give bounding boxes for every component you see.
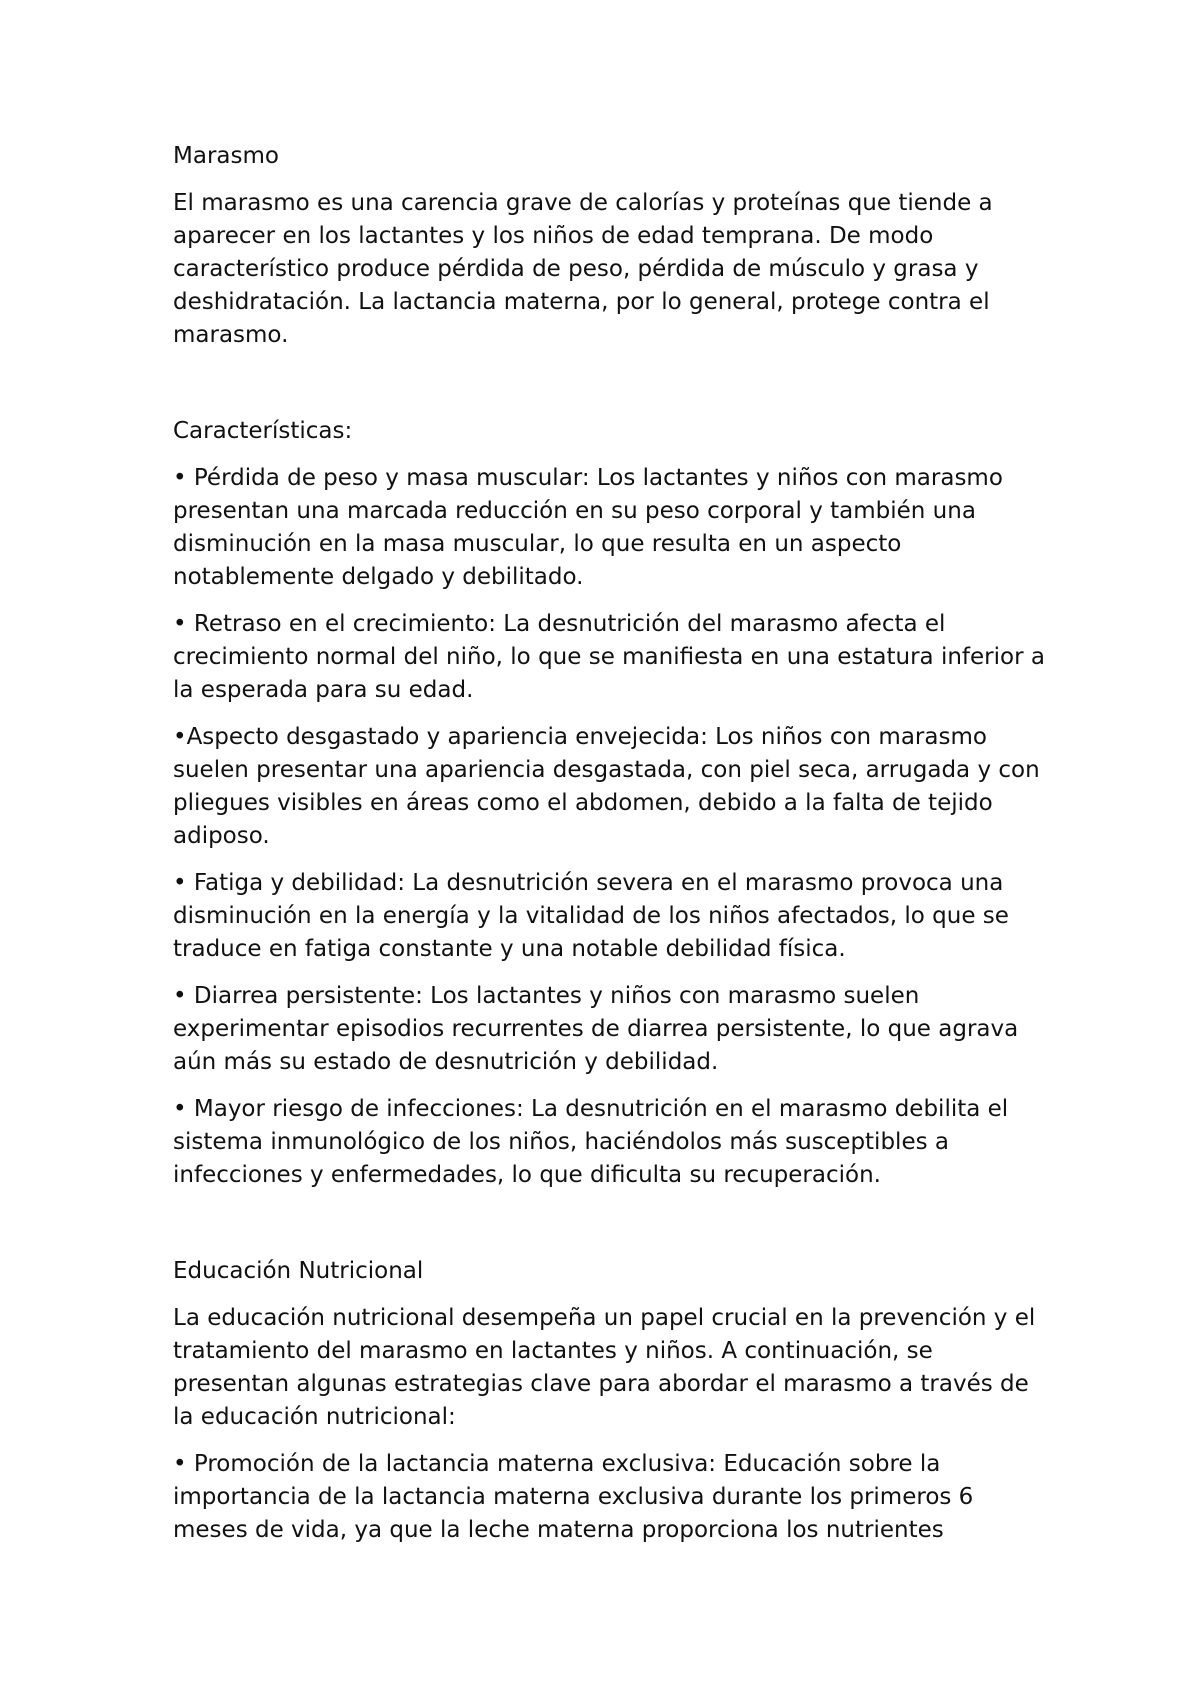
education-intro-paragraph: La educación nutricional desempeña un papel crucial en la prevención y el tratamiento del marasmo en lactantes y niños. A continuación, se presentan algunas estrategias clave para abordar el marasmo a través de la educación nutricional: [173,1305,1036,1430]
document-title: Marasmo [173,143,279,169]
characteristic-item: •Aspecto desgastado y apariencia envejecida: Los niños con marasmo suelen presentar una apariencia desgastada, con piel seca, arrugada y con pliegues visibles en áreas como el abdomen, debido a la falta de tejido adiposo. [173,724,1040,849]
characteristic-item: • Mayor riesgo de infecciones: La desnutrición en el marasmo debilita el sistema inmunológico de los niños, haciéndolos más susceptibles a infecciones y enfermedades, lo que dificulta su recuperación. [173,1096,1009,1188]
characteristic-item: • Fatiga y debilidad: La desnutrición severa en el marasmo provoca una disminución en la energía y la vitalidad de los niños afectados, lo que se traduce en fatiga constante y una notable debilidad física. [173,870,1009,962]
characteristic-item: • Retraso en el crecimiento: La desnutrición del marasmo afecta el crecimiento normal del niño, lo que se manifiesta en una estatura inferior a la esperada para su edad. [173,611,1045,703]
document-body [173,140,1053,1561]
intro-paragraph: El marasmo es una carencia grave de calorías y proteínas que tiende a aparecer en los lactantes y los niños de edad temprana. De modo característico produce pérdida de peso, pérdida de músculo y grasa y deshidratación. La lactancia materna, por lo general, protege contra el marasmo. [173,190,993,348]
characteristic-item: • Pérdida de peso y masa muscular: Los lactantes y niños con marasmo presentan una marcada reducción en su peso corporal y también una disminución en la masa muscular, lo que resulta en un aspecto notablemente delgado y debilitado. [173,465,1003,590]
characteristics-heading: Características: [173,418,353,444]
characteristic-item: • Diarrea persistente: Los lactantes y niños con marasmo suelen experimentar episodios recurrentes de diarrea persistente, lo que agrava aún más su estado de desnutrición y debilidad. [173,983,1019,1075]
education-heading: Educación Nutricional [173,1258,424,1284]
education-item: • Promoción de la lactancia materna exclusiva: Educación sobre la importancia de la lactancia materna exclusiva durante los primeros 6 meses de vida, ya que la leche materna proporciona los nutrientes [173,1451,974,1543]
